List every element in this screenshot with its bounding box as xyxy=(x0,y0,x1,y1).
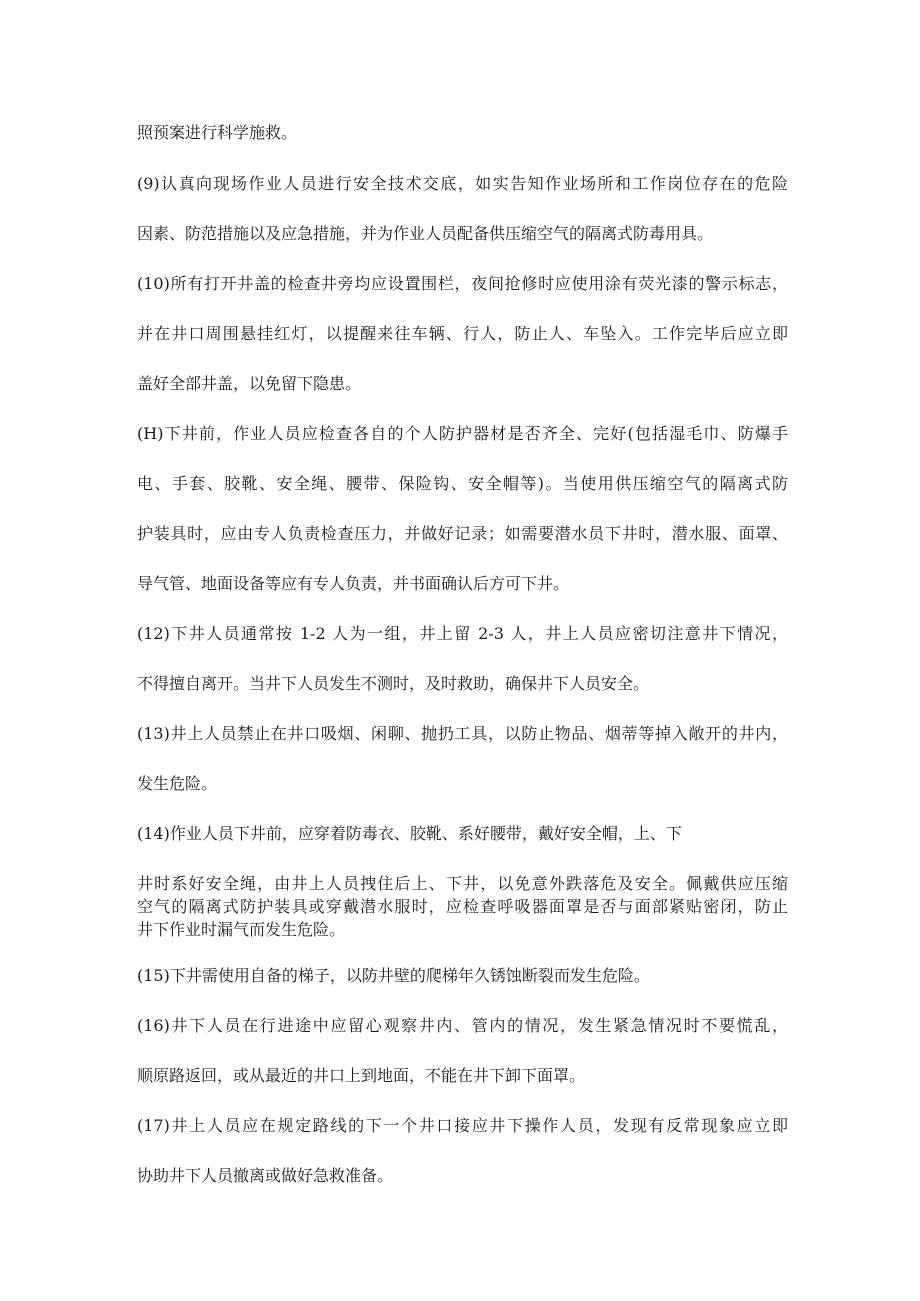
text-line: (14)作业人员下井前，应穿着防毒衣、胶靴、系好腰带，戴好安全帽，上、下 xyxy=(137,824,682,843)
text-line: (13)井上人员禁止在井口吸烟、闲聊、抛扔工具，以防止物品、烟蒂等掉入敞开的井内， xyxy=(137,724,788,743)
text-line: (10)所有打开井盖的检查井旁均应设置围栏，夜间抢修时应使用涂有荧光漆的警示标志， xyxy=(137,274,788,293)
text-line: 不得擅自离开。当井下人员发生不测时，及时救助，确保井下人员安全。 xyxy=(137,674,650,693)
text-line: 护装具时，应由专人负责检查压力，并做好记录；如需要潜水员下井时，潜水服、面罩、 xyxy=(137,524,788,543)
text-line: 井时系好安全绳，由井上人员拽住后上、下井，以免意外跌落危及安全。佩戴供应压缩 xyxy=(137,874,788,893)
text-line: 协助井下人员撤离或做好急救准备。 xyxy=(137,1166,394,1185)
text-line: 并在井口周围悬挂红灯，以提醒来往车辆、行人，防止人、车坠入。工作完毕后应立即 xyxy=(137,324,788,343)
text-line: (15)下井需使用自备的梯子，以防井壁的爬梯年久锈蚀断裂而发生危险。 xyxy=(137,966,650,985)
text-line: 空气的隔离式防护装具或穿戴潜水服时，应检查呼吸器面罩是否与面部紧贴密闭，防止 xyxy=(137,897,788,916)
text-line: (12)下井人员通常按 1-2 人为一组，井上留 2-3 人，井上人员应密切注意井下情况， xyxy=(137,624,788,643)
text-line: 井下作业时漏气而发生危险。 xyxy=(137,920,346,939)
text-line: (16)井下人员在行进途中应留心观察井内、管内的情况，发生紧急情况时不要慌乱， xyxy=(137,1016,788,1035)
text-line: 因素、防范措施以及应急措施，并为作业人员配备供压缩空气的隔离式防毒用具。 xyxy=(137,224,714,243)
text-line: (9)认真向现场作业人员进行安全技术交底，如实告知作业场所和工作岗位存在的危险 xyxy=(137,174,788,193)
text-line: 顺原路返回，或从最近的井口上到地面，不能在井下卸下面罩。 xyxy=(137,1066,586,1085)
text-line: 发生危险。 xyxy=(137,774,218,793)
text-line: 导气管、地面设备等应有专人负责，并书面确认后方可下井。 xyxy=(137,574,570,593)
text-line: (17)井上人员应在规定路线的下一个井口接应井下操作人员，发现有反常现象应立即 xyxy=(137,1116,788,1135)
text-line: (H)下井前，作业人员应检查各自的个人防护器材是否齐全、完好(包括湿毛巾、防爆手 xyxy=(137,424,788,443)
text-line: 照预案进行科学施救。 xyxy=(137,123,298,142)
text-line: 盖好全部井盖，以免留下隐患。 xyxy=(137,374,362,393)
text-line: 电、手套、胶靴、安全绳、腰带、保险钩、安全帽等)。当使用供压缩空气的隔离式防 xyxy=(137,474,788,493)
